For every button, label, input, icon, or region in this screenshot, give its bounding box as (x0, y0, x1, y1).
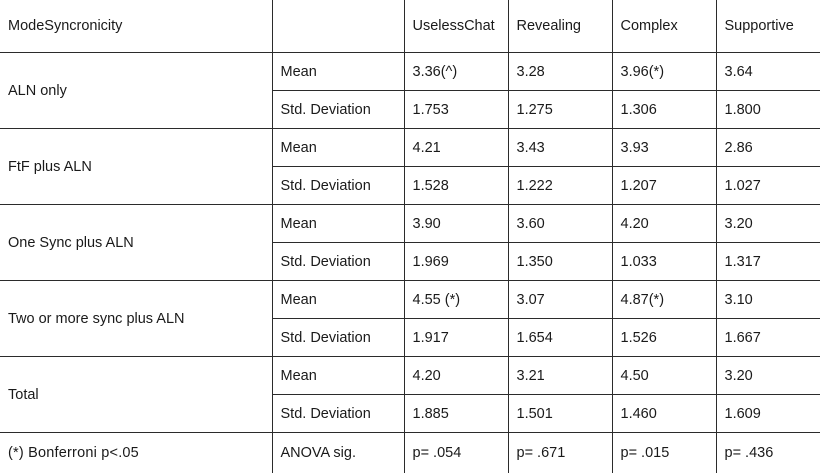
cell-value: p= .015 (612, 433, 716, 473)
cell-value: 3.64 (716, 53, 820, 91)
stat-label-std-deviation: Std. Deviation (272, 395, 404, 433)
table-row (0, 357, 820, 395)
cell-value: 1.800 (716, 91, 820, 129)
cell-value: p= .671 (508, 433, 612, 473)
cell-value: 4.20 (612, 205, 716, 243)
cell-value: p= .436 (716, 433, 820, 473)
cell-value: 1.501 (508, 395, 612, 433)
stat-column-header (272, 0, 404, 53)
cell-value: 3.20 (716, 205, 820, 243)
cell-value: 1.654 (508, 319, 612, 357)
table-row (0, 205, 820, 243)
cell-value: 3.10 (716, 281, 820, 319)
column-header-revealing: Revealing (508, 0, 612, 53)
cell-value: 1.885 (404, 395, 508, 433)
cell-value: 2.86 (716, 129, 820, 167)
cell-value: 1.917 (404, 319, 508, 357)
cell-value: 4.20 (404, 357, 508, 395)
stat-label-mean: Mean (272, 53, 404, 91)
table-row (0, 53, 820, 91)
cell-value: 1.207 (612, 167, 716, 205)
cell-value: 3.60 (508, 205, 612, 243)
cell-value: 1.033 (612, 243, 716, 281)
significance-note: (*) Bonferroni p<.05 (0, 433, 272, 473)
cell-value: 1.222 (508, 167, 612, 205)
table-footer-row (0, 433, 820, 473)
stat-label-anova-sig: ANOVA sig. (272, 433, 404, 473)
stat-label-mean: Mean (272, 129, 404, 167)
cell-value: 1.306 (612, 91, 716, 129)
cell-value: 1.609 (716, 395, 820, 433)
cell-value: 1.667 (716, 319, 820, 357)
group-label-one-sync-plus-aln: One Sync plus ALN (0, 205, 272, 281)
stat-label-std-deviation: Std. Deviation (272, 167, 404, 205)
cell-value: 4.50 (612, 357, 716, 395)
stat-label-std-deviation: Std. Deviation (272, 243, 404, 281)
stat-label-std-deviation: Std. Deviation (272, 91, 404, 129)
cell-value: 3.36(^) (404, 53, 508, 91)
cell-value: 1.526 (612, 319, 716, 357)
cell-value: 1.317 (716, 243, 820, 281)
column-header-uselesschat: UselessChat (404, 0, 508, 53)
corner-label: ModeSyncronicity (0, 0, 272, 53)
cell-value: p= .054 (404, 433, 508, 473)
table-row (0, 281, 820, 319)
cell-value: 1.969 (404, 243, 508, 281)
cell-value: 1.275 (508, 91, 612, 129)
cell-value: 4.87(*) (612, 281, 716, 319)
stat-label-std-deviation: Std. Deviation (272, 319, 404, 357)
cell-value: 4.55 (*) (404, 281, 508, 319)
cell-value: 1.528 (404, 167, 508, 205)
column-header-supportive: Supportive (716, 0, 820, 53)
table-row (0, 129, 820, 167)
cell-value: 3.07 (508, 281, 612, 319)
cell-value: 3.93 (612, 129, 716, 167)
column-header-complex: Complex (612, 0, 716, 53)
stat-label-mean: Mean (272, 205, 404, 243)
cell-value: 3.43 (508, 129, 612, 167)
group-label-aln-only: ALN only (0, 53, 272, 129)
cell-value: 3.90 (404, 205, 508, 243)
cell-value: 1.460 (612, 395, 716, 433)
group-label-two-or-more-sync-plus-aln: Two or more sync plus ALN (0, 281, 272, 357)
group-label-total: Total (0, 357, 272, 433)
group-label-ftf-plus-aln: FtF plus ALN (0, 129, 272, 205)
cell-value: 3.20 (716, 357, 820, 395)
stat-label-mean: Mean (272, 281, 404, 319)
cell-value: 1.350 (508, 243, 612, 281)
cell-value: 1.027 (716, 167, 820, 205)
cell-value: 1.753 (404, 91, 508, 129)
cell-value: 3.28 (508, 53, 612, 91)
cell-value: 4.21 (404, 129, 508, 167)
table-header-row (0, 0, 820, 53)
stat-label-mean: Mean (272, 357, 404, 395)
cell-value: 3.21 (508, 357, 612, 395)
cell-value: 3.96(*) (612, 53, 716, 91)
